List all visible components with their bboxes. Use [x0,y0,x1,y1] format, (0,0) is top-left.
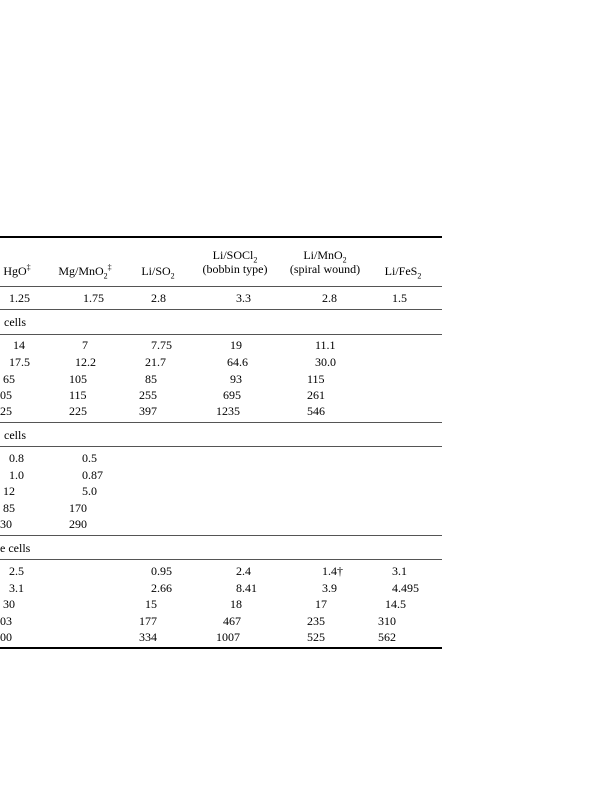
table-cell: 17 [315,597,327,611]
table-cell: 30 [3,597,15,611]
table-cell: 14.5 [385,597,406,611]
section-rule [0,446,442,447]
table-cell: 5.0 [82,484,97,498]
table-cell: 467 [223,614,241,628]
table-cell: 235 [307,614,325,628]
table-cell: 7 [82,338,88,352]
table-cell: 18 [230,597,242,611]
table-bottom-rule [0,647,442,649]
table-cell: 261 [307,388,325,402]
table-cell: 21.7 [145,355,166,369]
table-cell: 85 [3,501,15,515]
table-cell: 2.4 [236,564,251,578]
table-cell: 11.1 [315,338,336,352]
table-cell: 4.495 [392,581,419,595]
table-cell: 85 [145,372,157,386]
col-header-li-socl2: Li/SOCl$_2$ (bobbin type) [202,248,268,276]
table-cell: 115 [307,372,325,386]
section-title: e cells [0,541,31,555]
table-cell: 695 [223,388,241,402]
table-cell: 15 [145,597,157,611]
section-rule [0,334,442,335]
table-top-rule [0,236,442,238]
table-cell: 310 [378,614,396,628]
table-cell: 03 [0,614,12,628]
table-cell: 170 [69,501,87,515]
section-rule [0,309,442,310]
table-cell: 05 [0,388,12,402]
table-cell: 2.8 [151,291,166,305]
table-cell: 17.5 [9,355,30,369]
table-cell: 1.25 [9,291,30,305]
col-header-li-mno2: Li/MnO$_2$ (spiral wound) [289,248,361,276]
table-cell: 19 [230,338,242,352]
section-rule [0,422,442,423]
table-cell: 562 [378,630,396,644]
section-title: cells [4,428,26,442]
section-rule [0,535,442,536]
table-cell: 3.1 [9,581,24,595]
table-cell: 65 [3,372,15,386]
table-cell: 2.5 [9,564,24,578]
table-cell: 64.6 [227,355,248,369]
table-cell: 115 [69,388,87,402]
col-header-li-fes2: Li/FeS$_2$ [384,264,422,281]
table-cell: 7.75 [151,338,172,352]
table-cell: 14 [13,338,25,352]
table-cell: 2.66 [151,581,172,595]
table-cell: 1.4† [322,564,343,578]
table-cell: 3.1 [392,564,407,578]
table-cell: 255 [139,388,157,402]
table-cell: 0.95 [151,564,172,578]
col-header-li-so2: $Li/SO_2$ [141,264,175,281]
table-cell: 1.75 [83,291,104,305]
table-cell: 30 [0,517,12,531]
table-cell: 0.87 [82,468,103,482]
header-rule [0,286,442,287]
table-cell: 1.0 [9,468,24,482]
col-header-hgo: HgO‡ [3,263,31,278]
table-cell: 2.8 [322,291,337,305]
table-cell: 0.8 [9,451,24,465]
table-cell: 30.0 [315,355,336,369]
table-cell: 0.5 [82,451,97,465]
table-cell: 105 [69,372,87,386]
table-cell: 8.41 [236,581,257,595]
table-cell: 93 [230,372,242,386]
section-title: cells [4,315,26,329]
table-cell: 334 [139,630,157,644]
table-cell: 177 [139,614,157,628]
table-cell: 12 [3,484,15,498]
table-cell: 397 [139,404,157,418]
table-cell: 1.5 [392,291,407,305]
table-cell: 1235 [216,404,240,418]
table-cell: 525 [307,630,325,644]
table-cell: 546 [307,404,325,418]
section-rule [0,559,442,560]
table-cell: 3.3 [236,291,251,305]
table-cell: 00 [0,630,12,644]
table-cell: 1007 [216,630,240,644]
col-header-mg-mno2: Mg/MnO$_2$‡ [58,263,112,281]
table-cell: 225 [69,404,87,418]
table-cell: 290 [69,517,87,531]
table-cell: 3.9 [322,581,337,595]
table-cell: 12.2 [75,355,96,369]
table-cell: 25 [0,404,12,418]
